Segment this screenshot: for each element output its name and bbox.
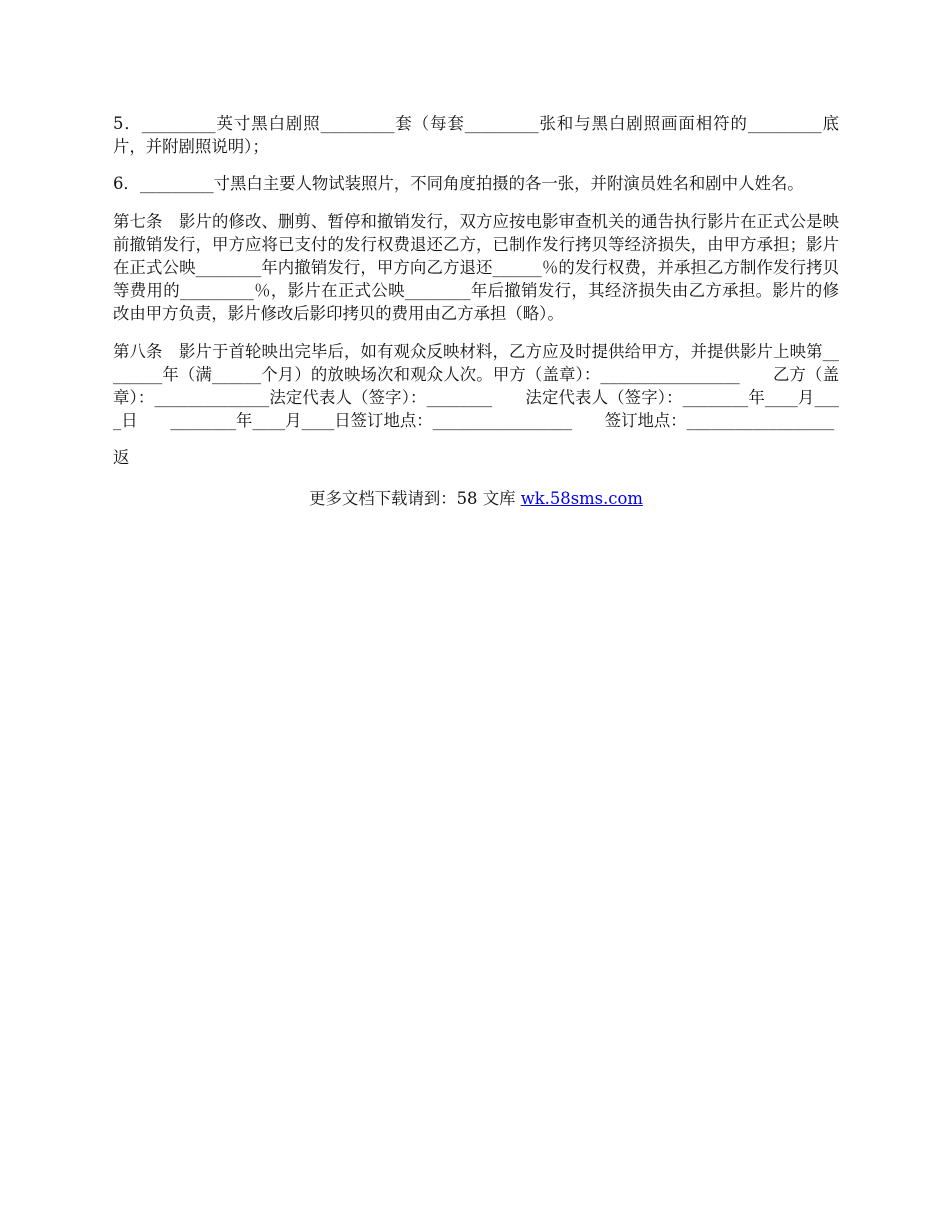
footer-link[interactable]: wk.58sms.com [520, 488, 643, 508]
footer [113, 487, 839, 510]
article-7: 第七条 影片的修改、删剪、暂停和撤销发行，双方应按电影审查机关的通告执行影片在正式公是映前撤销发行，甲方应将已支付的发行权费退还乙方，已制作发行拷贝等经济损失，由甲方承担；影片在正式公映________年内撤销发行，甲方向乙方退还______％的发行权费，并承担乙方制作发行拷贝等费用的_________％，影片在正式公映________年后撤销发行，其经济损失由乙方承担。影片的修改由甲方负责，影片修改后影印拷贝的费用由乙方承担（略）。 [113, 211, 839, 324]
clause-item-5: 5．_________英寸黑白剧照_________套（每套_________张和与黑白剧照画面相符的_________底片，并附剧照说明）； [113, 114, 839, 157]
return-text: 返 [113, 448, 130, 468]
document-body [113, 112, 839, 510]
clause-item-6: 6．_________寸黑白主要人物试装照片，不同角度拍摄的各一张，并附演员姓名和剧中人姓名。 [113, 174, 804, 194]
footer-prefix: 更多文档下载请到：58 文库 [309, 488, 521, 508]
article-8: 第八条 影片于首轮映出完毕后，如有观众反映材料，乙方应及时提供给甲方，并提供影片上映第________年（满______个月）的放映场次和观众人次。甲方（盖章）：_________________ 乙方（盖章）：______________法定代表人（签字）：________ 法定代表人（签字）：________年____月____日 ________年____月____日签订地点：_________________ 签订地点：__________________ [113, 341, 839, 431]
